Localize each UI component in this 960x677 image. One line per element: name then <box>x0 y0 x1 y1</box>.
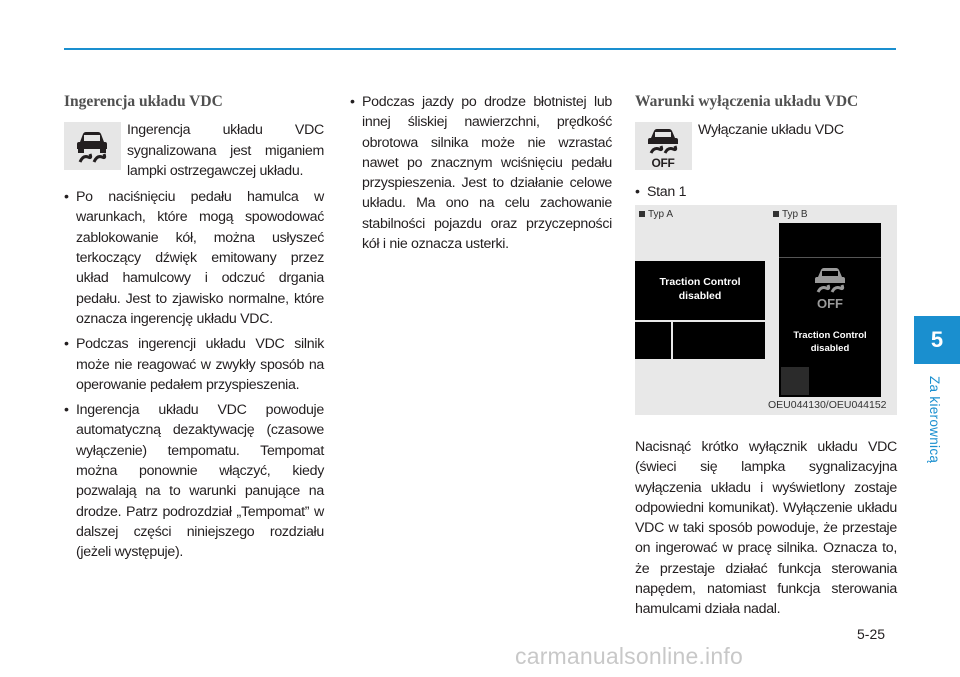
section-heading-vdc-off-conditions: Warunki wyłączenia układu VDC <box>635 93 859 110</box>
bullet-list <box>350 92 612 254</box>
bullet-item: • Podczas ingerencji układu VDC silnik może nie reagować w zwykły sposób na operowanie pedałem przyspieszenia. <box>64 334 324 395</box>
traction-control-message-b: Traction Control disabled <box>793 330 867 354</box>
display-type-b <box>779 223 881 397</box>
vdc-off-description: Wyłączanie układu VDC <box>698 122 844 139</box>
bullet-item: • Ingerencja układu VDC powoduje automatyczną dezaktywację (czasowe wyłączenie) tempomatu. Tempomat można ponownie włączyć, kiedy pozwalają na to warunki panujące na drodze. Patrz podrozdział „Tempomat” w dalszej części niniejszego rozdziału (jeżeli występuje). <box>64 400 324 562</box>
bullet-list <box>64 187 324 562</box>
section-heading-vdc-intervention: Ingerencja układu VDC <box>64 93 223 110</box>
column-1 <box>64 92 324 568</box>
column-2 <box>350 92 612 259</box>
vdc-indicator-row <box>64 120 324 181</box>
type-a-label: Typ A <box>639 209 673 220</box>
vdc-off-label: OFF <box>651 156 675 171</box>
vdc-off-label: OFF <box>817 296 843 311</box>
state-bullet: • Stan 1 <box>635 182 897 202</box>
vdc-off-row <box>635 120 897 170</box>
bullet-list <box>635 182 897 202</box>
bullet-item: • Po naciśnięciu pedału hamulca w warunkach, które mogą spowodować zablokowanie kół, można usłyszeć terkoczący dźwięk emitowany przez układ hamulcowy i odczuć drgania pedału. Jest to zjawisko normalne, które oznacza ingerencję układu VDC. <box>64 187 324 329</box>
type-b-label: Typ B <box>773 209 808 220</box>
divider <box>779 257 881 258</box>
divider <box>671 322 673 359</box>
vdc-off-icon <box>809 265 851 316</box>
divider <box>635 320 765 322</box>
chapter-title: Za kierownicą <box>927 376 942 464</box>
watermark: carmanualsonline.info <box>515 643 743 669</box>
cluster-display-figure <box>635 205 897 415</box>
chapter-tab: 5 <box>914 316 960 364</box>
bullet-item: • Podczas jazdy po drodze błotnistej lub innej śliskiej nawierzchni, prędkość obrotowa silnika może nie wzrastać nawet po znacznym wciśnięciu pedału przyspieszenia. Jest to działanie celowe układu. Ma ono na celu zachowanie stabilności pojazdu oraz przyczepności kół i nie oznacza usterki. <box>350 92 612 254</box>
vdc-warning-icon <box>64 122 121 170</box>
traction-control-message-a: Traction Control disabled <box>659 276 741 302</box>
display-segment <box>781 367 809 395</box>
image-reference-code: OEU044130/OEU044152 <box>768 399 887 411</box>
vdc-off-paragraph: Nacisnąć krótko wyłącznik układu VDC (świeci się lampka sygnalizacyjna wyłączenia układu i wyświetlony zostaje odpowiedni komunikat). Wyłączenie układu VDC w taki sposób powoduje, że przestaje on ingerować w pracę silnika. Oznacza to, że przestaje działać funkcja sterowania napędem, natomiast funkcja sterowania hamulcami działa nadal. <box>635 439 897 618</box>
header-rule <box>64 48 896 50</box>
page-number: 5-25 <box>857 626 886 642</box>
column-3 <box>635 92 897 208</box>
display-type-a <box>635 261 765 359</box>
vdc-indicator-description: Ingerencja układu VDC sygnalizowana jest miganiem lampki ostrzegawczej układu. <box>127 122 324 179</box>
vdc-off-icon <box>635 122 692 170</box>
